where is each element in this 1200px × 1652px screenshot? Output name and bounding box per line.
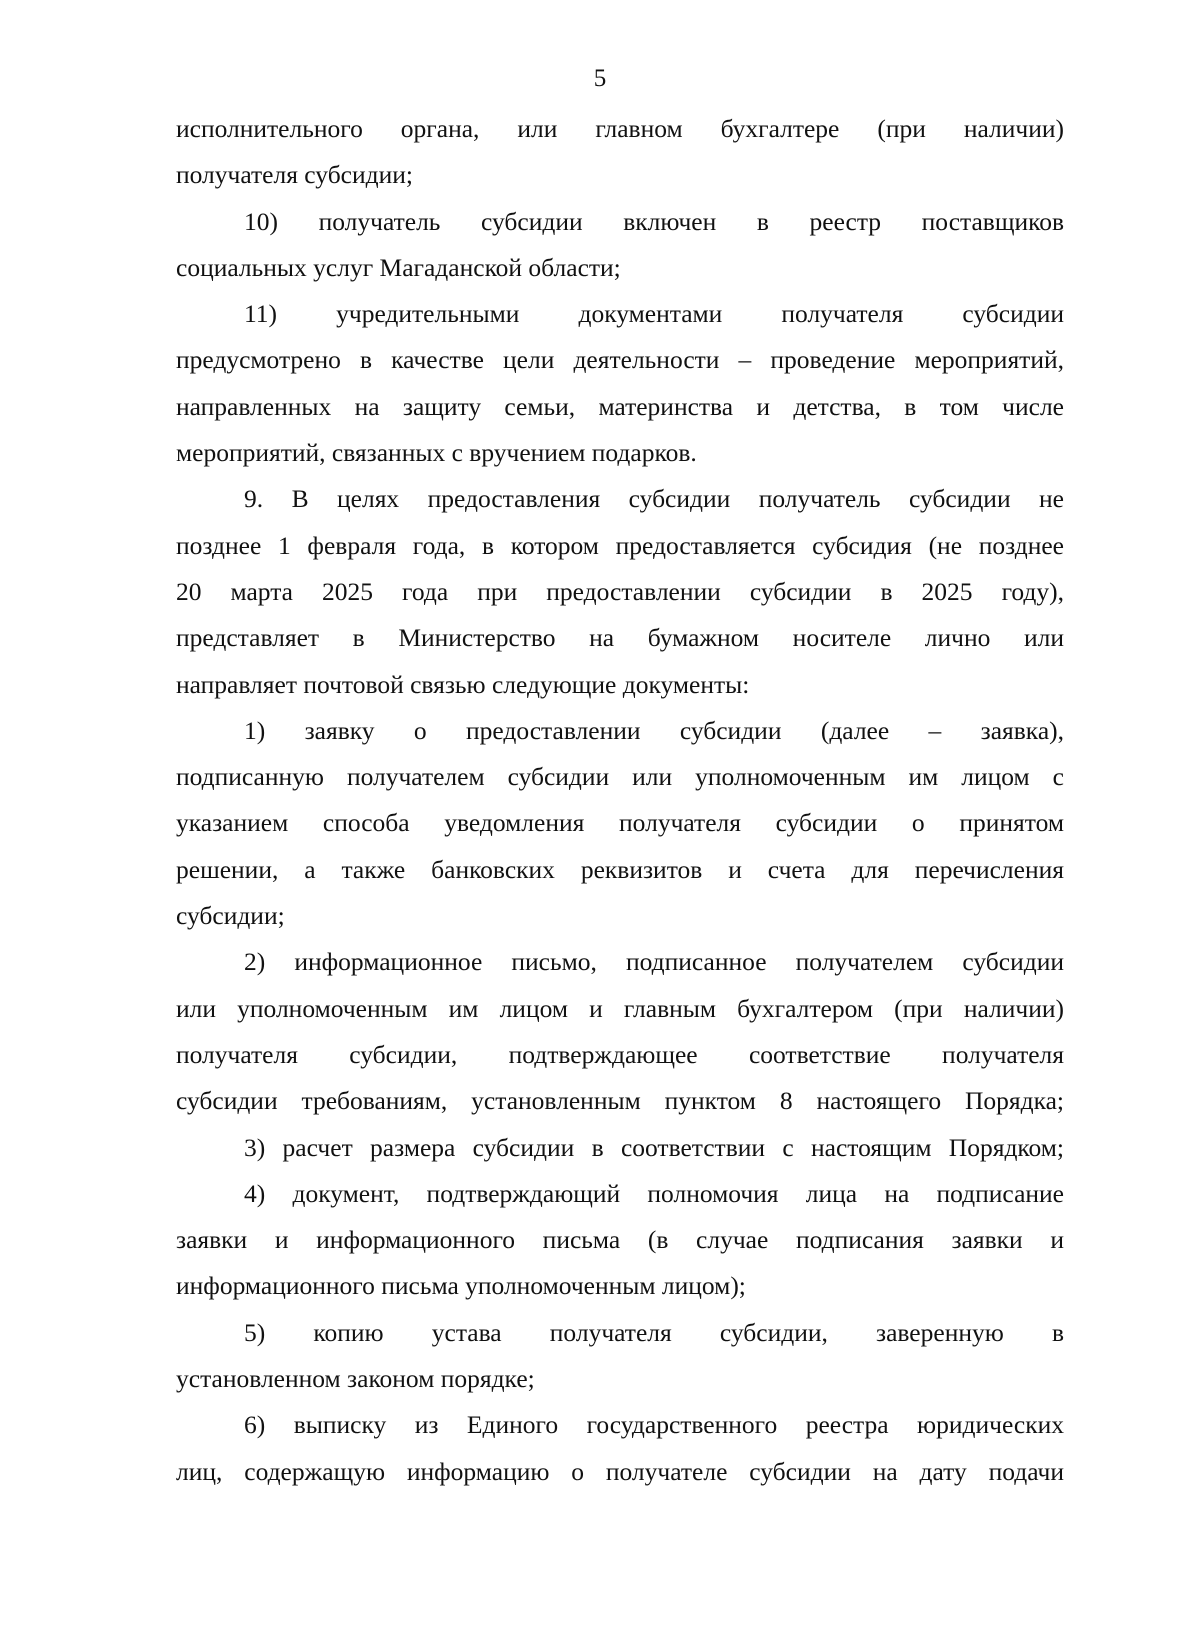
text-line: получателя субсидии; bbox=[176, 160, 413, 190]
text-line: субсидии требованиям, установленным пунктом 8 настоящего Порядка; bbox=[176, 1086, 1064, 1116]
text-line: 2) информационное письмо, подписанное получателем субсидии bbox=[244, 947, 1064, 977]
text-line: направляет почтовой связью следующие документы: bbox=[176, 669, 750, 699]
text-line: заявки и информационного письма (в случае подписания заявки и bbox=[176, 1225, 1064, 1255]
text-line: представляет в Министерство на бумажном носителе лично или bbox=[176, 623, 1064, 653]
text-line: или уполномоченным им лицом и главным бухгалтером (при наличии) bbox=[176, 993, 1064, 1023]
text-line: указанием способа уведомления получателя субсидии о принятом bbox=[176, 808, 1064, 838]
text-line: 9. В целях предоставления субсидии получатель субсидии не bbox=[244, 484, 1064, 514]
text-line: направленных на защиту семьи, материнства и детства, в том числе bbox=[176, 391, 1064, 421]
text-line: мероприятий, связанных с вручением подарков. bbox=[176, 438, 697, 468]
text-line: субсидии; bbox=[176, 901, 285, 931]
text-line: 6) выписку из Единого государственного реестра юридических bbox=[244, 1410, 1064, 1440]
page-number: 5 bbox=[593, 65, 607, 92]
text-line: исполнительного органа, или главном бухгалтере (при наличии) bbox=[176, 114, 1064, 143]
text-line: установленном законом порядке; bbox=[176, 1364, 535, 1394]
text-line: позднее 1 февраля года, в котором предоставляется субсидия (не позднее bbox=[176, 530, 1064, 560]
text-line: 5) копию устава получателя субсидии, заверенную в bbox=[244, 1317, 1064, 1347]
text-line: 1) заявку о предоставлении субсидии (далее – заявка), bbox=[244, 715, 1064, 745]
text-line: 10) получатель субсидии включен в реестр поставщиков bbox=[244, 206, 1064, 236]
text-line: информационного письма уполномоченным лицом); bbox=[176, 1271, 746, 1301]
text-line: 11) учредительными документами получателя субсидии bbox=[244, 299, 1064, 329]
text-line: получателя субсидии, подтверждающее соответствие получателя bbox=[176, 1039, 1064, 1069]
text-line: предусмотрено в качестве цели деятельности – проведение мероприятий, bbox=[176, 345, 1064, 375]
text-line: подписанную получателем субсидии или уполномоченным им лицом с bbox=[176, 762, 1064, 792]
text-line: социальных услуг Магаданской области; bbox=[176, 252, 621, 282]
text-line: 20 марта 2025 года при предоставлении субсидии в 2025 году), bbox=[176, 576, 1064, 606]
document-body bbox=[176, 106, 1064, 1495]
text-line: 3) расчет размера субсидии в соответствии с настоящим Порядком; bbox=[244, 1132, 1064, 1162]
text-line: решении, а также банковских реквизитов и счета для перечисления bbox=[176, 854, 1064, 884]
text-line: 4) документ, подтверждающий полномочия лица на подписание bbox=[244, 1178, 1064, 1208]
text-line: лиц, содержащую информацию о получателе субсидии на дату подачи bbox=[176, 1456, 1064, 1486]
